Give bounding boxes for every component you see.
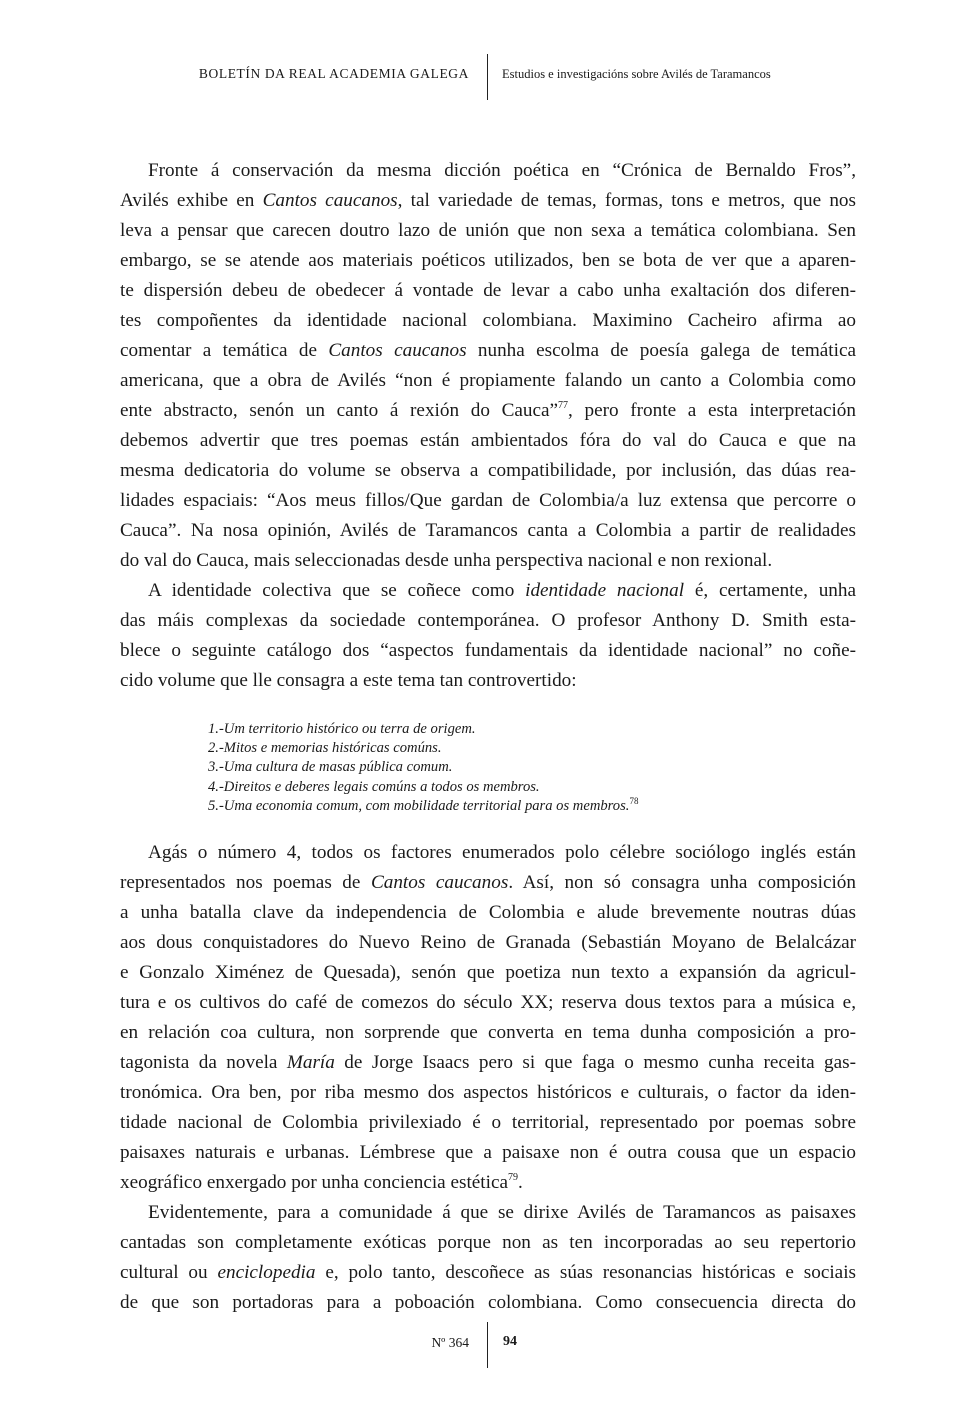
text-run: Evidentemente, para a comunidade á que se dirixe Avilés de Taramancos as paisaxes bbox=[148, 1202, 856, 1224]
text-line bbox=[120, 546, 856, 576]
text-run: comentar a temática de bbox=[120, 340, 329, 361]
page-number: 94 bbox=[503, 1334, 517, 1349]
text-run: tidade nacional de Colombia privilexiado é o territorial, representado por poemas sobre bbox=[120, 1112, 856, 1134]
list-item bbox=[208, 778, 856, 797]
text-run: cantadas son completamente exóticas porque non as ten incorporadas ao seu repertorio bbox=[120, 1232, 856, 1254]
text-run: en relación coa cultura, non sorprende que converta en tema dunha composición a pro- bbox=[120, 1022, 856, 1044]
list-item bbox=[208, 739, 856, 758]
footer-divider bbox=[487, 1322, 488, 1368]
issue-number: Nº 364 bbox=[431, 1335, 469, 1350]
quoted-list bbox=[208, 720, 856, 816]
text-line bbox=[120, 516, 856, 546]
text-line bbox=[120, 606, 856, 636]
paragraphs-after-quote bbox=[120, 838, 856, 1318]
text-run: tagonista da novela bbox=[120, 1052, 287, 1074]
list-item-text: 2.-Mitos e memorias históricas comúns. bbox=[208, 740, 442, 757]
text-run: leva a pensar que carecen doutro lazo de unión que non sexa a temática colombiana. Sen bbox=[120, 220, 856, 241]
text-run: de que son portadoras para a poboación colombiana. Como consecuencia directa do bbox=[120, 1292, 856, 1314]
text-line bbox=[120, 1018, 856, 1048]
paragraph bbox=[120, 1198, 856, 1318]
text-line bbox=[120, 666, 856, 696]
paragraph bbox=[120, 156, 856, 576]
list-item-text: 4.-Direitos e deberes legais comúns a todos os membros. bbox=[208, 778, 540, 795]
list-item bbox=[208, 797, 856, 816]
text-line bbox=[120, 456, 856, 486]
text-run: de Jorge Isaacs pero si que faga o mesmo cunha receita gas- bbox=[334, 1052, 856, 1074]
footnote-ref: 79 bbox=[508, 1172, 519, 1184]
text-run: cido volume que lle consagra a este tema tan controvertido: bbox=[120, 670, 577, 691]
text-run: e Gonzalo Ximénez de Quesada), senón que poetiza nun texto a expansión da agricul- bbox=[120, 962, 856, 984]
text-run: e, polo tanto, descoñece as súas resonancias históricas e sociais bbox=[315, 1262, 856, 1284]
list-item-text: 1.-Um territorio histórico ou terra de origem. bbox=[208, 721, 476, 737]
text-line bbox=[120, 898, 856, 928]
text-line bbox=[120, 276, 856, 306]
list-item bbox=[208, 720, 856, 739]
text-run: paisaxes naturais e urbanas. Lémbrese que a paisaxe non é outra cousa que un espacio bbox=[120, 1142, 856, 1164]
text-run: , tal variedade de temas, formas, tons e metros, que nos bbox=[397, 190, 856, 211]
text-line bbox=[120, 1228, 856, 1258]
italic-title: Cantos caucanos bbox=[262, 190, 398, 211]
list-item bbox=[208, 758, 856, 777]
text-run: é, certamente, unha bbox=[684, 580, 856, 601]
list-item-text: 3.-Uma cultura de masas pública comum. bbox=[208, 759, 453, 776]
section-title: Estudios e investigacións sobre Avilés de Taramancos bbox=[502, 67, 771, 81]
footnote-ref: 78 bbox=[629, 795, 639, 806]
text-line bbox=[120, 868, 856, 898]
text-line bbox=[120, 1078, 856, 1108]
text-run: nunha escolma de poesía galega de temática bbox=[466, 340, 856, 361]
article-body bbox=[120, 156, 856, 1318]
text-run: aos dous conquistadores do Nuevo Reino de Granada (Sebastián Moyano de Belalcázar bbox=[120, 932, 856, 954]
header-divider bbox=[487, 54, 488, 100]
text-line bbox=[120, 1048, 856, 1078]
text-run: tura e os cultivos do café de comezos do século XX; reserva dous textos para a música e, bbox=[120, 992, 856, 1014]
text-run: tes compoñentes da identidade nacional colombiana. Maximino Cacheiro afirma ao bbox=[120, 310, 856, 331]
italic-title: identidade nacional bbox=[525, 580, 685, 601]
text-run: Avilés exhibe en bbox=[120, 190, 263, 211]
text-run: debemos advertir que tres poemas están ambientados fóra do val do Cauca e que na bbox=[120, 430, 856, 451]
text-run: a unha batalla clave da independencia de Colombia e alude brevemente noutras dúas bbox=[120, 902, 856, 924]
text-line bbox=[120, 928, 856, 958]
text-run: blece o seguinte catálogo dos “aspectos fundamentais da identidade nacional” no coñe- bbox=[120, 640, 856, 661]
text-run: embargo, se se atende aos materiais poéticos utilizados, ben se bota de ver que a aparen- bbox=[120, 250, 856, 271]
page-footer bbox=[0, 1322, 975, 1368]
text-line bbox=[120, 636, 856, 666]
text-run: Cauca”. Na nosa opinión, Avilés de Taramancos canta a Colombia a partir de realidades bbox=[120, 520, 856, 541]
text-line bbox=[120, 366, 856, 396]
text-line bbox=[120, 1288, 856, 1318]
text-line bbox=[120, 486, 856, 516]
italic-title: enciclopedia bbox=[217, 1262, 316, 1284]
footnote-ref: 77 bbox=[558, 400, 569, 411]
text-run: tronómica. Ora ben, por riba mesmo dos aspectos históricos e culturais, o factor da iden- bbox=[120, 1082, 856, 1104]
text-line bbox=[120, 186, 856, 216]
text-line bbox=[120, 336, 856, 366]
text-run: lidades espaciais: “Aos meus fillos/Que gardan de Colombia/a luz extensa que percorre o bbox=[120, 490, 856, 511]
text-line bbox=[120, 246, 856, 276]
text-line bbox=[120, 306, 856, 336]
text-line bbox=[120, 396, 856, 426]
text-run: cultural ou bbox=[120, 1262, 218, 1284]
running-header bbox=[0, 54, 975, 100]
journal-title: BOLETÍN DA REAL ACADEMIA GALEGA bbox=[198, 66, 469, 81]
text-run: Fronte á conservación da mesma dicción poética en “Crónica de Bernaldo Fros”, bbox=[148, 160, 856, 181]
text-line bbox=[120, 216, 856, 246]
list-item-text: 5.-Uma economia comum, com mobilidade territorial para os membros. bbox=[208, 797, 630, 814]
text-run: . bbox=[518, 1172, 523, 1194]
text-run: representados nos poemas de bbox=[120, 872, 371, 894]
text-line bbox=[120, 838, 856, 868]
text-line bbox=[120, 988, 856, 1018]
text-run: mesma dedicatoria do volume se observa a compatibilidade, por inclusión, das dúas rea- bbox=[120, 460, 856, 481]
text-run: Agás o número 4, todos os factores enumerados polo célebre sociólogo inglés están bbox=[148, 842, 856, 864]
text-run: xeográfico enxergado por unha conciencia estética bbox=[120, 1172, 509, 1194]
text-line bbox=[120, 1258, 856, 1288]
text-run: ente abstracto, senón un canto á rexión do Cauca” bbox=[120, 400, 559, 421]
text-run: das máis complexas da sociedade contemporánea. O profesor Anthony D. Smith esta- bbox=[120, 610, 856, 631]
italic-title: Cantos caucanos bbox=[370, 872, 509, 894]
text-run: do val do Cauca, mais seleccionadas desde unha perspectiva nacional e non rexional. bbox=[120, 550, 773, 571]
text-run: americana, que a obra de Avilés “non é propiamente falando un canto a Colombia como bbox=[120, 370, 856, 391]
text-run: te dispersión debeu de obedecer á vontade de levar a cabo unha exaltación dos diferen- bbox=[120, 280, 856, 301]
text-line bbox=[120, 958, 856, 988]
italic-title: María bbox=[286, 1052, 335, 1074]
paragraph bbox=[120, 838, 856, 1198]
text-line bbox=[120, 156, 856, 186]
text-run: A identidade colectiva que se coñece como bbox=[148, 580, 526, 601]
text-line bbox=[120, 1138, 856, 1168]
paragraphs-before-quote bbox=[120, 156, 856, 696]
paragraph bbox=[120, 576, 856, 696]
italic-title: Cantos caucanos bbox=[328, 340, 467, 361]
text-run: . Así, non só consagra unha composición bbox=[508, 872, 856, 894]
text-run: , pero fronte a esta interpretación bbox=[568, 400, 856, 421]
text-line bbox=[120, 1108, 856, 1138]
text-line bbox=[120, 576, 856, 606]
text-line bbox=[120, 1198, 856, 1228]
text-line bbox=[120, 1168, 856, 1198]
text-line bbox=[120, 426, 856, 456]
